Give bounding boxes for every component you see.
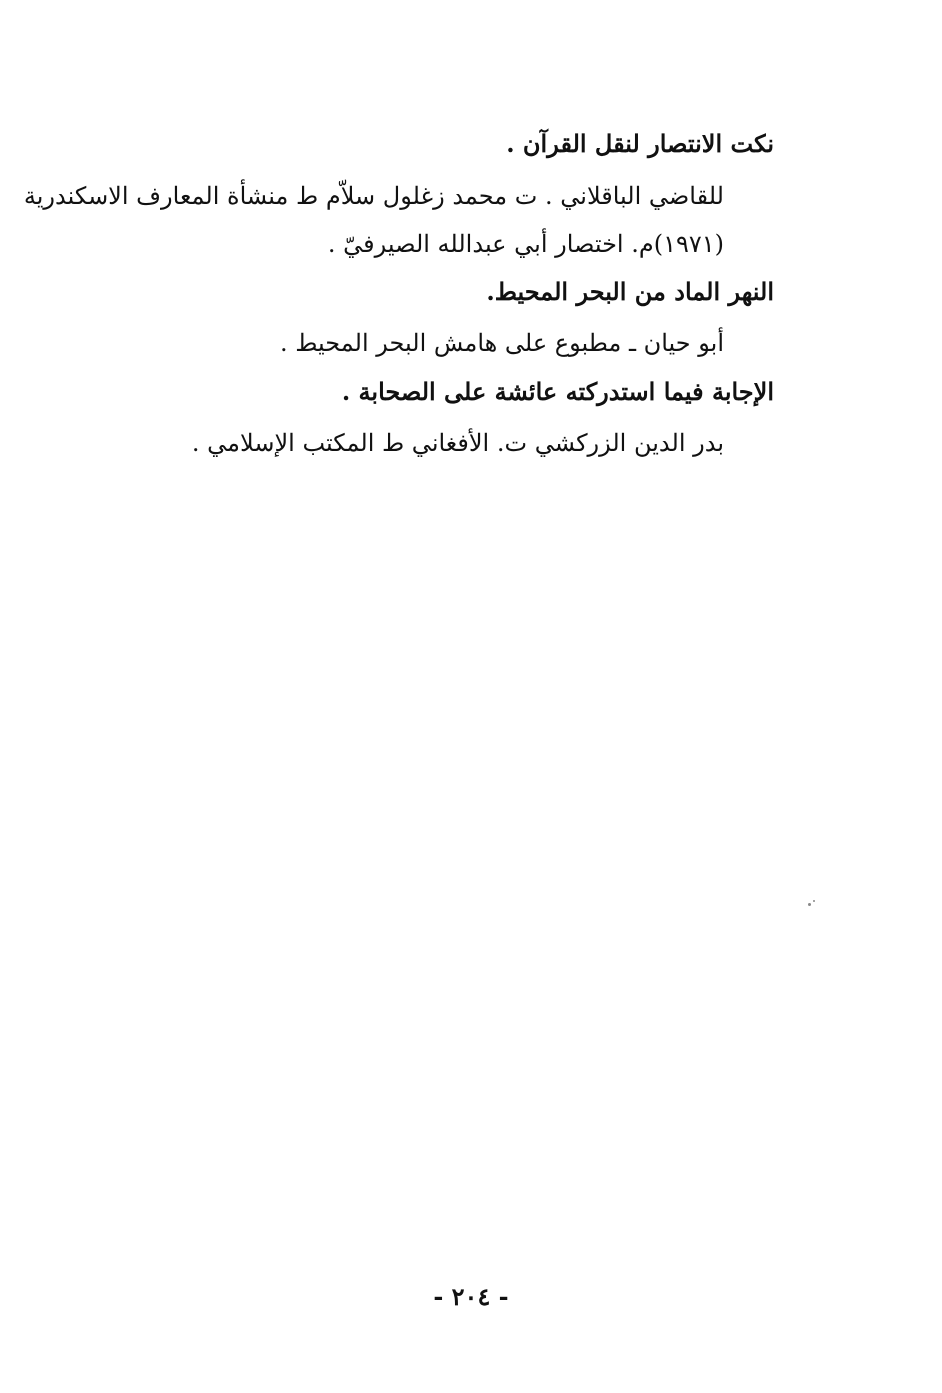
entry-title-al-ijaba: الإجابة فيما استدركته عائشة على الصحابة . bbox=[341, 377, 774, 406]
entry-detail-line: بدر الدين الزركشي ت. الأفغاني ط المكتب الإسلامي . bbox=[191, 429, 724, 457]
entry-title-nukat-al-intisar: نكت الانتصار لنقل القرآن . bbox=[506, 129, 774, 158]
scan-speck bbox=[808, 903, 811, 906]
entry-detail-line: (١٩٧١)م. اختصار أبي عبدالله الصيرفيّ . bbox=[327, 230, 724, 258]
entry-title-al-nahr-al-mad: النهر الماد من البحر المحيط. bbox=[486, 277, 774, 306]
scan-speck bbox=[813, 900, 815, 902]
entry-detail-line: أبو حيان ـ مطبوع على هامش البحر المحيط . bbox=[280, 329, 724, 357]
entry-detail-line: للقاضي الباقلاني . ت محمد زغلول سلاّم ط منشأة المعارف الاسكندرية bbox=[23, 182, 724, 210]
page-number: - ٢٠٤ - bbox=[433, 1282, 509, 1311]
